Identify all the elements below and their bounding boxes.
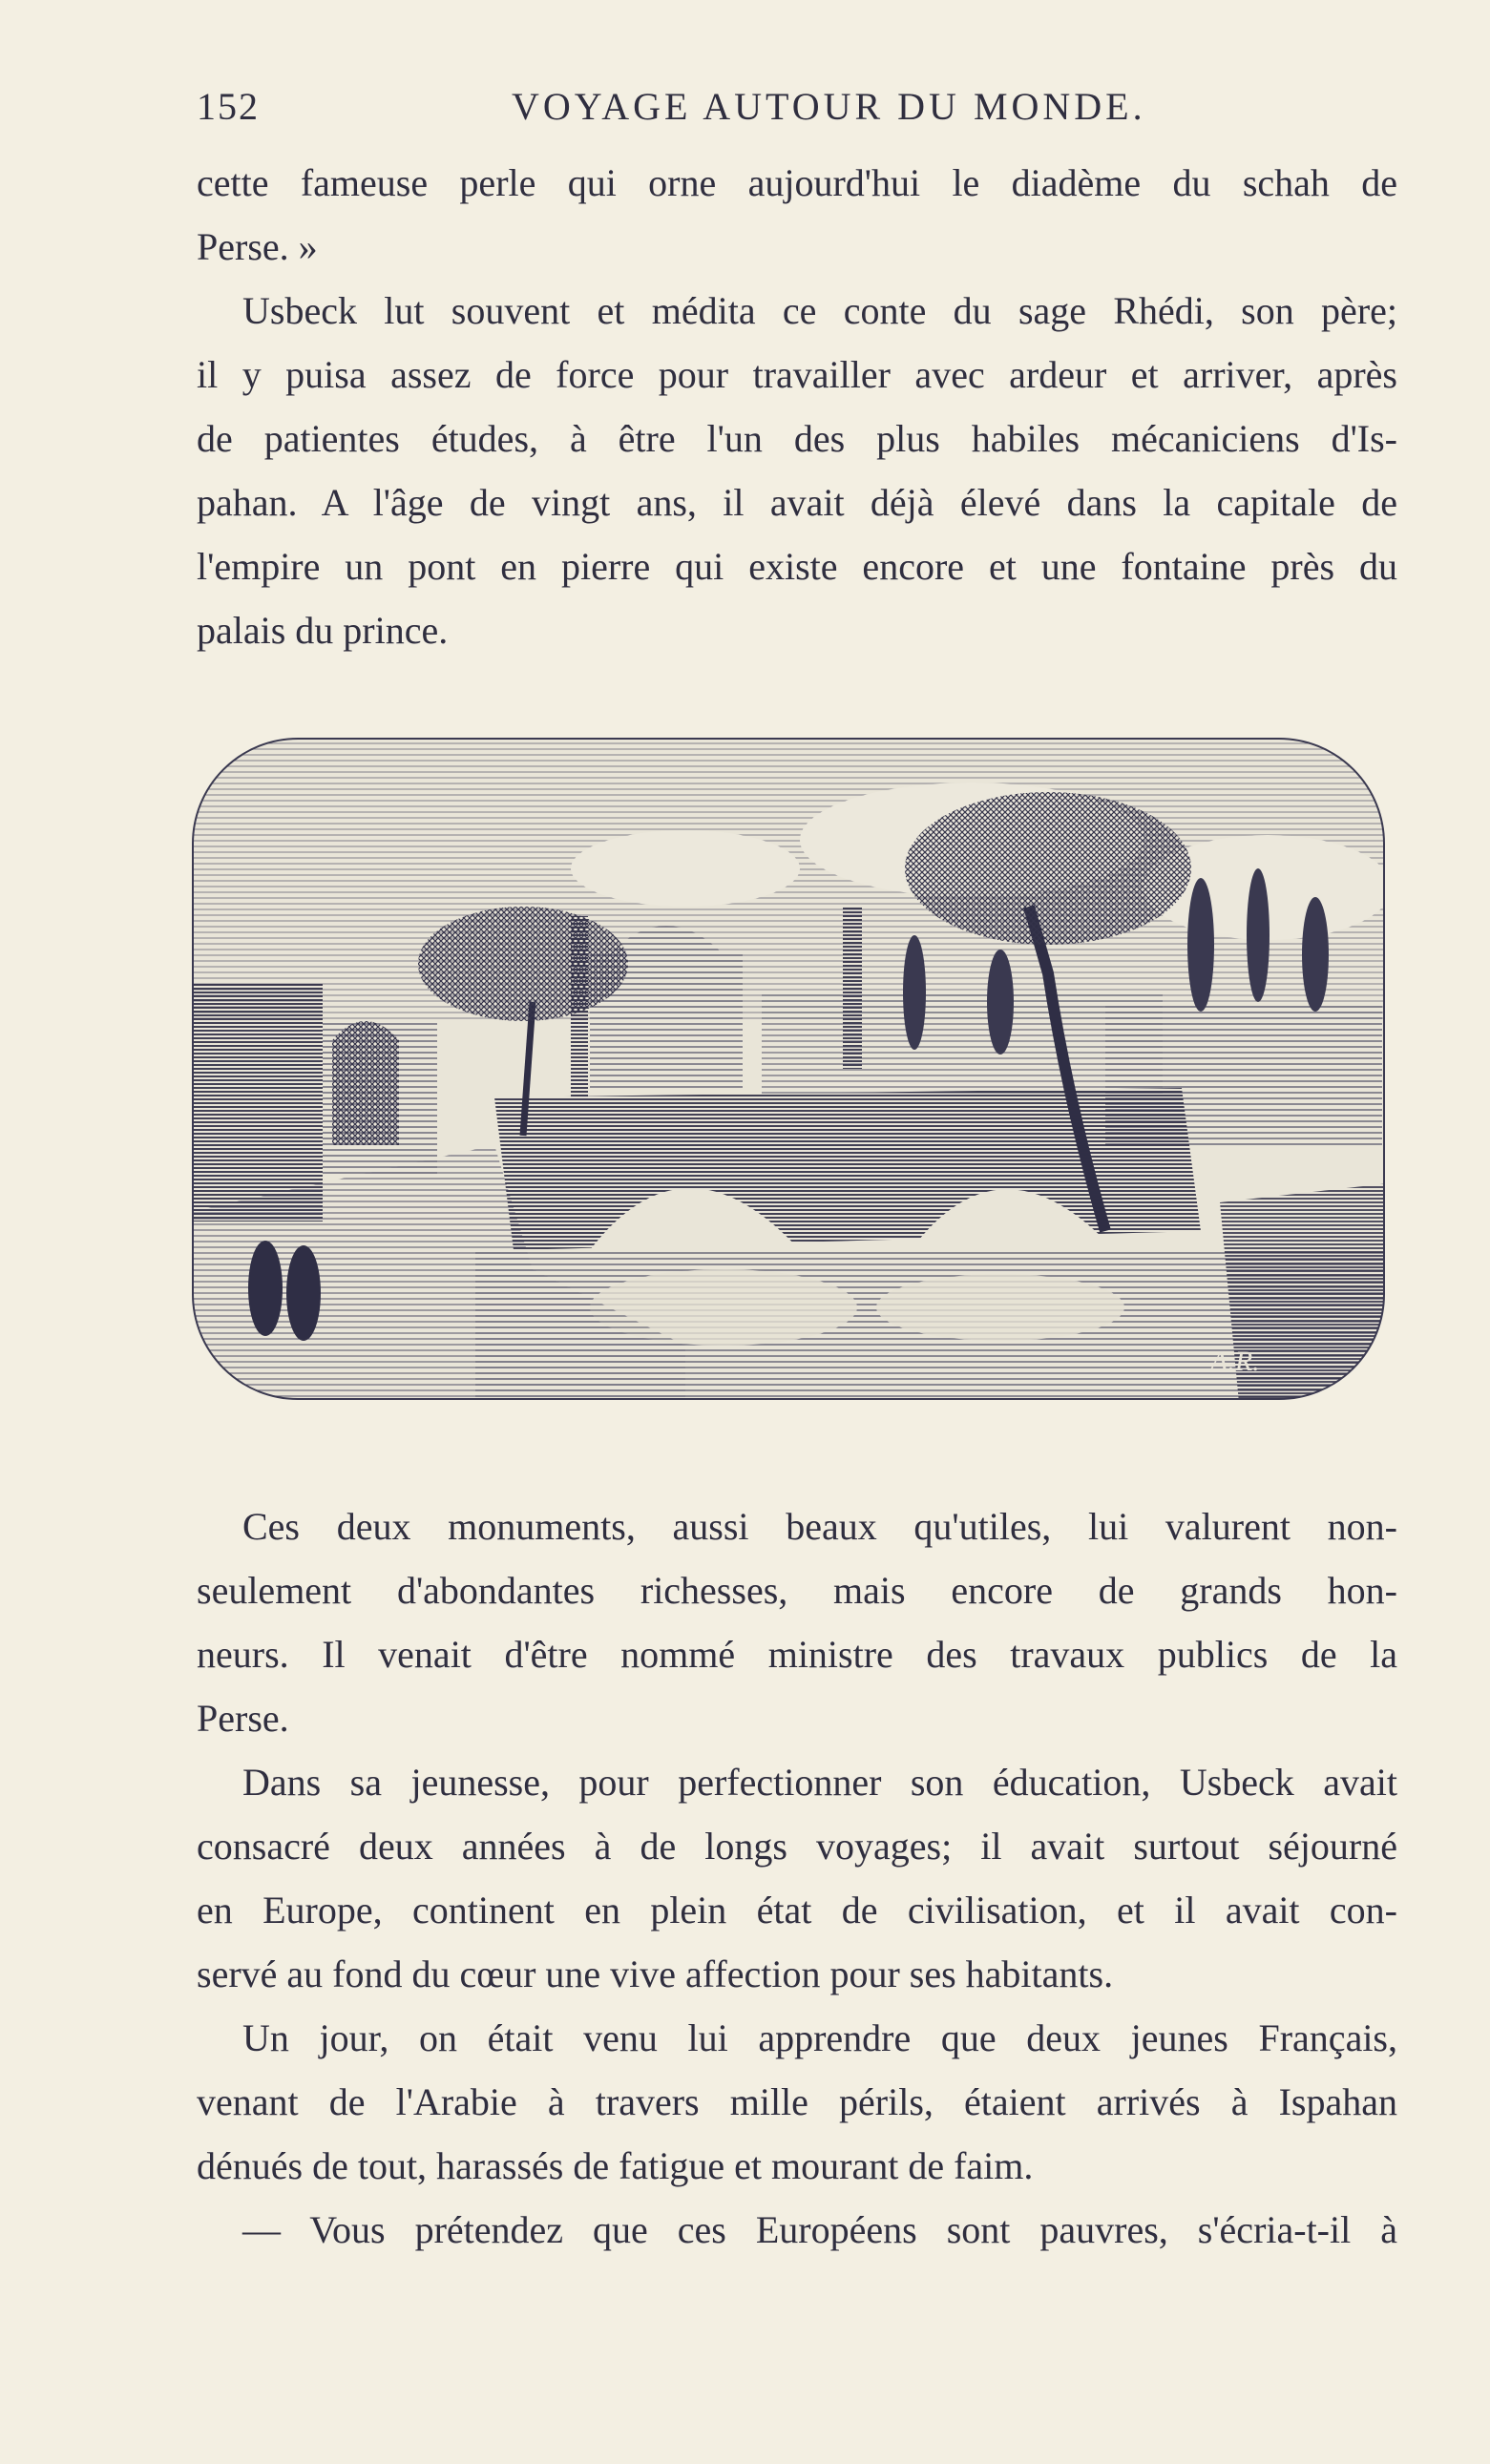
text-line: seulement d'abondantes richesses, mais encore de grands hon-	[197, 1569, 1397, 1612]
text-line: servé au fond du cœur une vive affection pour ses habitants.	[197, 1952, 1114, 1995]
engraver-signature: A.R.	[1210, 1346, 1260, 1377]
text-line: Perse. »	[197, 225, 318, 268]
text-block-bottom	[197, 1494, 1397, 2262]
engraving-image	[189, 735, 1388, 1403]
text-line: en Europe, continent en plein état de civilisation, et il avait con-	[197, 1889, 1397, 1932]
text-line: consacré deux années à de longs voyages; il avait surtout séjourné	[197, 1825, 1397, 1868]
running-title: VOYAGE AUTOUR DU MONDE.	[512, 85, 1146, 128]
text-line: Ces deux monuments, aussi beaux qu'utiles, lui valurent non-	[242, 1505, 1397, 1548]
text-line: Dans sa jeunesse, pour perfectionner son éducation, Usbeck avait	[242, 1761, 1397, 1804]
text-line: cette fameuse perle qui orne aujourd'hui le diadème du schah de	[197, 161, 1397, 204]
text-block-top	[197, 151, 1397, 662]
text-line: Usbeck lut souvent et médita ce conte du sage Rhédi, son père;	[242, 289, 1397, 332]
text-line: l'empire un pont en pierre qui existe encore et une fontaine près du	[197, 545, 1397, 588]
text-line: venant de l'Arabie à travers mille périls, étaient arrivés à Ispahan	[197, 2080, 1397, 2123]
text-line: Un jour, on était venu lui apprendre que deux jeunes Français,	[242, 2016, 1397, 2059]
text-line: palais du prince.	[197, 609, 449, 652]
text-line: Perse.	[197, 1697, 289, 1740]
text-line: de patientes études, à être l'un des plus habiles mécaniciens d'Is-	[197, 417, 1397, 460]
text-line: pahan. A l'âge de vingt ans, il avait déjà élevé dans la capitale de	[197, 481, 1397, 524]
text-line: neurs. Il venait d'être nommé ministre des travaux publics de la	[197, 1633, 1397, 1676]
text-line: — Vous prétendez que ces Européens sont pauvres, s'écria-t-il à	[242, 2208, 1397, 2251]
text-line: il y puisa assez de force pour travailler avec ardeur et arriver, après	[197, 353, 1397, 396]
page-header	[197, 84, 1399, 132]
text-line: dénués de tout, harassés de fatigue et mourant de faim.	[197, 2144, 1034, 2187]
page-number: 152	[197, 85, 260, 128]
illustration-bridge-engraving	[189, 735, 1388, 1403]
